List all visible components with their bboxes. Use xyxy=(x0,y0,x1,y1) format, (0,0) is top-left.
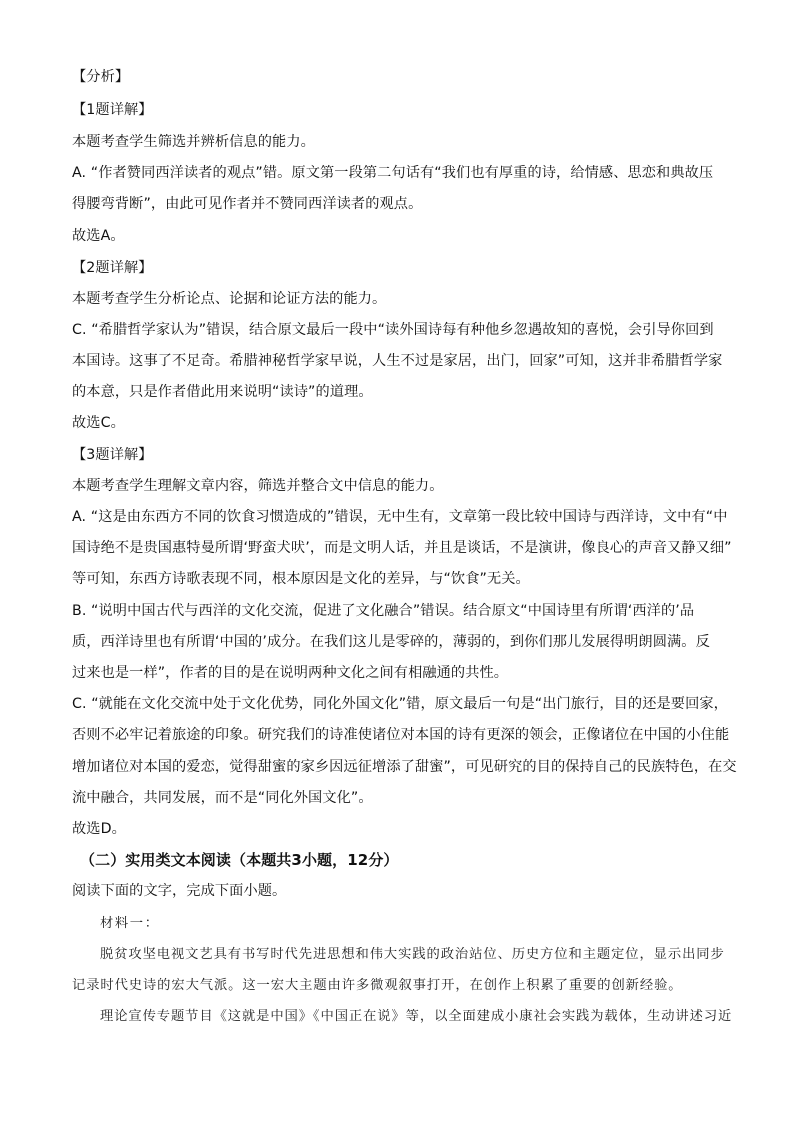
q3-option-b-line-2: 质，西洋诗里也有所谓‘中国的’成分。在我们这儿是零碎的，薄弱的，到你们那儿发展得明朗圆满。反 xyxy=(72,634,710,650)
q1-intro: 本题考查学生筛选并辨析信息的能力。 xyxy=(72,134,315,150)
q3-option-c-line-2: 否则不必牢记着旅途的印象。研究我们的诗准使诸位对本国的诗有更深的领会，正像诸位在中国的小住能 xyxy=(72,727,730,743)
q2-option-c-line-1: C. “希腊哲学家认为”错误，结合原文最后一段中“读外国诗每有种他乡忽遇故知的喜悦，会引导你回到 xyxy=(72,322,714,338)
section-heading: （二）实用类文本阅读（本题共3小题，12分） xyxy=(80,851,399,869)
q1-option-a-line-1: A. “作者赞同西洋读者的观点”错。原文第一段第二句话有“我们也有厚重的诗，给情感、思恋和典故压 xyxy=(72,165,714,181)
q3-option-c-line-4: 流中融合，共同发展，而不是“同化外国文化”。 xyxy=(72,790,373,806)
q3-option-c-line-1: C. “就能在文化交流中处于文化优势，同化外国文化”错，原文最后一句是“出门旅行，目的还是要回家， xyxy=(72,696,728,712)
q2-option-c-line-3: 的本意，只是作者借此用来说明“读诗”的道理。 xyxy=(72,384,373,400)
q3-answer: 故选D。 xyxy=(72,821,126,837)
analysis-heading: 【分析】 xyxy=(72,69,130,85)
material-line-2: 记录时代史诗的宏大气派。这一宏大主题由许多微观叙事打开，在创作上积累了重要的创新经验。 xyxy=(72,978,683,993)
material-line-1: 脱贫攻坚电视文艺具有书写时代先进思想和伟大实践的政治站位、历史方位和主题定位，显示出同步 xyxy=(100,947,725,962)
q1-heading: 【1题详解】 xyxy=(72,102,153,118)
q3-heading: 【3题详解】 xyxy=(72,447,153,463)
material-line-3: 理论宣传专题节目《这就是中国》《中国正在说》等，以全面建成小康社会实践为载体，生动讲述习近 xyxy=(100,1009,733,1024)
q1-option-a-line-2: 得腰弯背断”，由此可见作者并不赞同西洋读者的观点。 xyxy=(72,196,423,212)
q3-intro: 本题考查学生理解文章内容，筛选并整合文中信息的能力。 xyxy=(72,478,444,494)
q3-option-a-line-2: 国诗绝不是贵国惠特曼所谓‘野蛮犬吠’，而是文明人话，并且是谈话，不是演讲，像良心的声音又静又细” xyxy=(72,540,732,556)
q3-option-b-line-1: B. “说明中国古代与西洋的文化交流，促进了文化融合”错误。结合原文“中国诗里有所谓‘西洋的’品 xyxy=(72,603,695,619)
q3-option-a-line-3: 等可知，东西方诗歌表现不同，根本原因是文化的差异，与“饮食”无关。 xyxy=(72,571,530,587)
q1-answer: 故选A。 xyxy=(72,228,125,244)
q2-intro: 本题考查学生分析论点、论据和论证方法的能力。 xyxy=(72,291,387,307)
q3-option-b-line-3: 过来也是一样”，作者的目的是在说明两种文化之间有相融通的共性。 xyxy=(72,665,509,681)
q3-option-a-line-1: A. “这是由东西方不同的饮食习惯造成的”错误，无中生有，文章第一段比较中国诗与西洋诗，文中有“中 xyxy=(72,509,728,525)
reading-instruction: 阅读下面的文字，完成下面小题。 xyxy=(72,883,287,899)
material-label: 材料一： xyxy=(100,916,160,931)
q2-option-c-line-2: 本国诗。这事了不足奇。希腊神秘哲学家早说，人生不过是家居，出门，回家”可知，这并非希腊哲学家 xyxy=(72,353,723,369)
q2-answer: 故选C。 xyxy=(72,415,125,431)
q3-option-c-line-3: 增加诸位对本国的爱恋，觉得甜蜜的家乡因远征增添了甜蜜”，可见研究的目的保持自己的民族特色，在交 xyxy=(72,759,737,775)
q2-heading: 【2题详解】 xyxy=(72,260,153,276)
